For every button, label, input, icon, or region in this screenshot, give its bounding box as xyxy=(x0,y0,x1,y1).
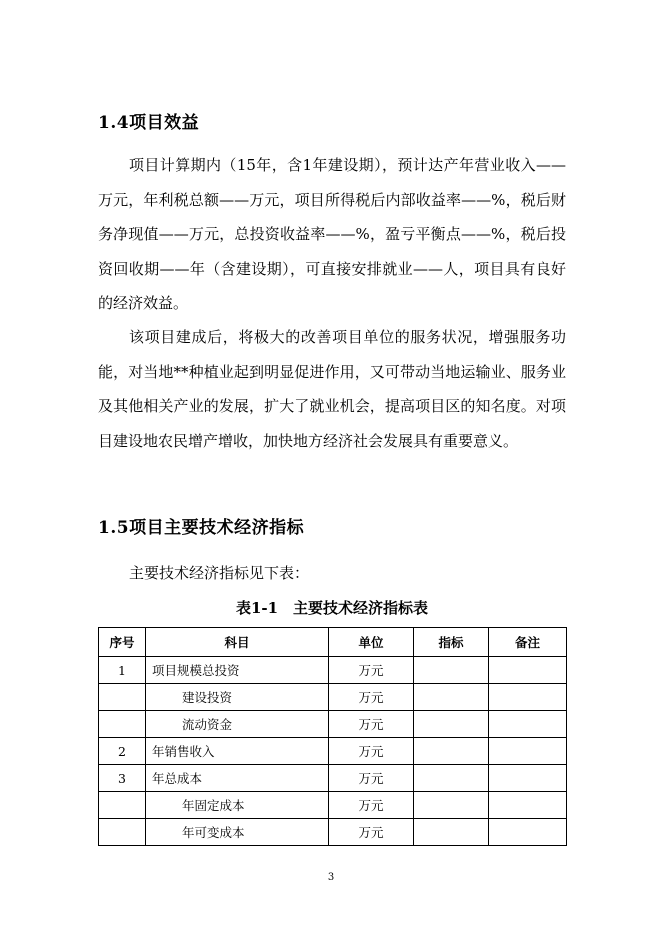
cell-item: 建设投资 xyxy=(146,684,329,711)
cell-note xyxy=(489,738,567,765)
cell-item: 年固定成本 xyxy=(146,792,329,819)
header-unit: 单位 xyxy=(329,628,414,657)
cell-item: 流动资金 xyxy=(146,711,329,738)
header-serial: 序号 xyxy=(99,628,146,657)
header-note: 备注 xyxy=(489,628,567,657)
paragraph-table-intro: 主要技术经济指标见下表： xyxy=(129,564,310,582)
table-row xyxy=(99,684,567,711)
cell-serial xyxy=(99,819,146,846)
header-value: 指标 xyxy=(414,628,489,657)
cell-serial xyxy=(99,684,146,711)
cell-note xyxy=(489,684,567,711)
cell-item: 年销售收入 xyxy=(146,738,329,765)
cell-item: 项目规模总投资 xyxy=(146,657,329,684)
cell-value xyxy=(414,792,489,819)
cell-serial: 2 xyxy=(99,738,146,765)
paragraph-benefit-figures: 项目计算期内（15年，含1年建设期），预计达产年营业收入——万元，年利税总额——万元，项目所得税后内部收益率——%，税后财务净现值——万元，总投资收益率——%，盈亏平衡点——%，税后投资回收期——年（含建设期），可直接安排就业——人，项目具有良好的经济效益。 xyxy=(98,156,566,312)
indicators-table xyxy=(98,627,567,846)
cell-serial xyxy=(99,792,146,819)
paragraph-social-benefits: 该项目建成后，将极大的改善项目单位的服务状况，增强服务功能，对当地**种植业起到明显促进作用，又可带动当地运输业、服务业及其他相关产业的发展，扩大了就业机会，提高项目区的知名度。对项目建设地农民增产增收，加快地方经济社会发展具有重要意义。 xyxy=(98,328,566,450)
cell-item: 年可变成本 xyxy=(146,819,329,846)
header-item: 科目 xyxy=(146,628,329,657)
cell-item: 年总成本 xyxy=(146,765,329,792)
cell-value xyxy=(414,711,489,738)
table-row xyxy=(99,819,567,846)
cell-unit: 万元 xyxy=(329,765,414,792)
cell-value xyxy=(414,657,489,684)
section-heading-main-indicators: 1.5项目主要技术经济指标 xyxy=(98,518,305,538)
cell-serial xyxy=(99,711,146,738)
cell-unit: 万元 xyxy=(329,819,414,846)
cell-unit: 万元 xyxy=(329,711,414,738)
cell-value xyxy=(414,738,489,765)
cell-note xyxy=(489,819,567,846)
cell-unit: 万元 xyxy=(329,792,414,819)
table-row xyxy=(99,792,567,819)
cell-value xyxy=(414,684,489,711)
cell-value xyxy=(414,819,489,846)
cell-unit: 万元 xyxy=(329,684,414,711)
cell-serial: 3 xyxy=(99,765,146,792)
table-header-row xyxy=(99,628,567,657)
cell-note xyxy=(489,657,567,684)
cell-value xyxy=(414,765,489,792)
cell-unit: 万元 xyxy=(329,738,414,765)
cell-note xyxy=(489,711,567,738)
section-heading-project-benefits: 1.4项目效益 xyxy=(98,113,200,133)
page-number: 3 xyxy=(327,872,335,883)
table-row xyxy=(99,738,567,765)
cell-note xyxy=(489,765,567,792)
table-row xyxy=(99,711,567,738)
table-caption: 表1-1 主要技术经济指标表 xyxy=(235,599,429,617)
cell-note xyxy=(489,792,567,819)
table-row xyxy=(99,765,567,792)
table-row xyxy=(99,657,567,684)
cell-serial: 1 xyxy=(99,657,146,684)
cell-unit: 万元 xyxy=(329,657,414,684)
